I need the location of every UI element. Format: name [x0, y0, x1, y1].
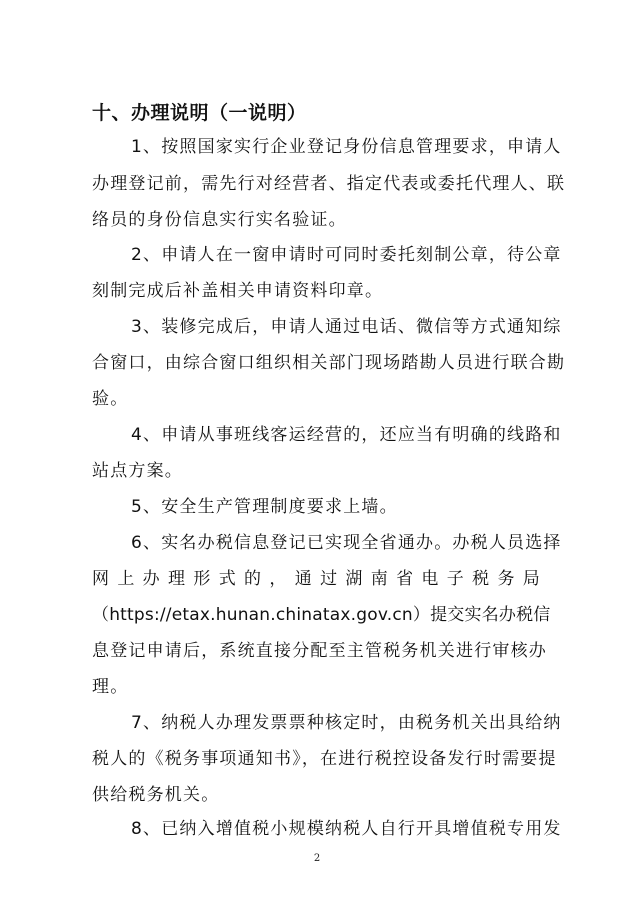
paragraph-line: 刻制完成后补盖相关申请资料印章。 [92, 281, 384, 301]
paragraph-line: 验。 [92, 389, 129, 409]
paragraph-line: 站点方案。 [92, 461, 183, 481]
paragraph-line: 4、申请从事班线客运经营的，还应当有明确的线路和 [131, 425, 562, 445]
paragraph-line: 息登记申请后，系统直接分配至主管税务机关进行审核办 [92, 641, 547, 661]
paragraph-line: 理。 [92, 677, 129, 697]
page-number: 2 [313, 853, 321, 864]
paragraph-line: 2、申请人在一窗申请时可同时委托刻制公章，待公章 [131, 245, 562, 265]
paragraph-line: 7、纳税人办理发票票种核定时，由税务机关出具给纳 [131, 713, 562, 733]
paragraph-line: 1、按照国家实行企业登记身份信息管理要求，申请人 [131, 137, 562, 157]
paragraph-line: 办理登记前，需先行对经营者、指定代表或委托代理人、联 [92, 174, 566, 194]
paragraph-line: 络员的身份信息实行实名验证。 [92, 210, 347, 230]
paragraph-line: 8、已纳入增值税小规模纳税人自行开具增值税专用发 [131, 819, 562, 839]
paragraph-line: 供给税务机关。 [92, 785, 220, 805]
paragraph-line: 网上办理形式的，通过湖南省电子税务局 [92, 569, 541, 589]
section-heading: 十、办理说明（一说明） [92, 102, 307, 124]
paragraph-line: 3、装修完成后，申请人通过电话、微信等方式通知综 [131, 317, 562, 337]
paragraph-line: 5、安全生产管理制度要求上墙。 [131, 497, 398, 517]
paragraph-line: 6、实名办税信息登记已实现全省通办。办税人员选择 [131, 533, 562, 553]
paragraph-line: 合窗口，由综合窗口组织相关部门现场踏勘人员进行联合勘 [92, 353, 566, 373]
paragraph-line: （https://etax.hunan.chinatax.gov.cn）提交实名办税信 [92, 605, 551, 625]
paragraph-line: 税人的《税务事项通知书》，在进行税控设备发行时需要提 [92, 749, 557, 769]
